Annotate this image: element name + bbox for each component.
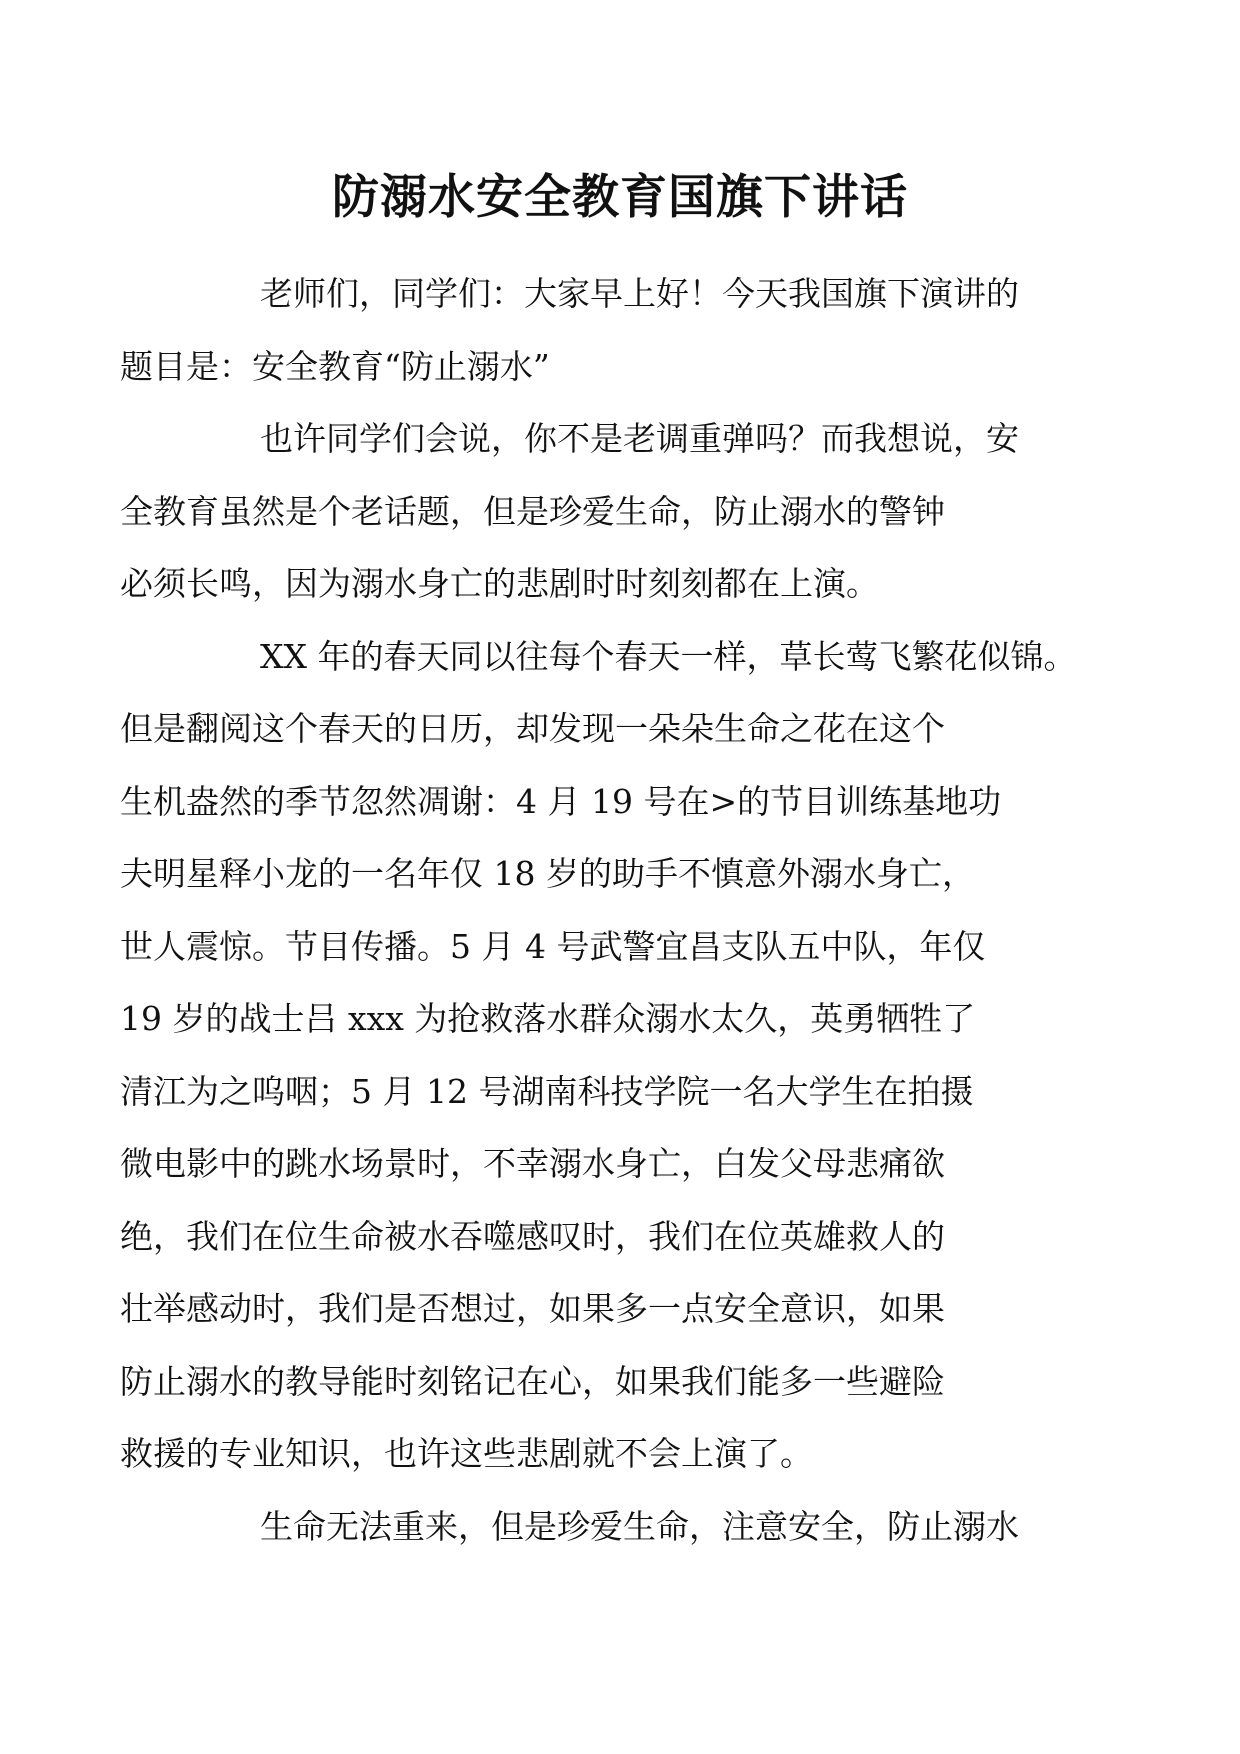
text-line: 夫明星释小龙的一名年仅 18 岁的助手不慎意外溺水身亡， xyxy=(120,854,975,893)
paragraph-intro xyxy=(120,403,1050,621)
text-line: 全教育虽然是个老话题，但是珍爱生命，防止溺水的警钟 xyxy=(120,491,945,531)
paragraph-greeting xyxy=(120,258,1050,403)
text-line: XX 年的春天同以往每个春天一样，草长莺飞繁花似锦。 xyxy=(260,636,1077,676)
paragraph-conclusion xyxy=(190,1491,1050,1564)
text-line: 微电影中的跳水场景时，不幸溺水身亡，白发父母悲痛欲 xyxy=(120,1144,945,1183)
text-line: 壮举感动时，我们是否想过，如果多一点安全意识，如果 xyxy=(120,1289,945,1328)
text-line: 世人震惊。节目传播。5 月 4 号武警宜昌支队五中队，年仅 xyxy=(120,926,986,966)
text-line: 救援的专业知识，也许这些悲剧就不会上演了。 xyxy=(120,1434,813,1473)
text-line: 绝，我们在位生命被水吞噬感叹时，我们在位英雄救人的 xyxy=(120,1216,945,1256)
text-line: 19 岁的战士吕 xxx 为抢救落水群众溺水太久，英勇牺牲了 xyxy=(120,999,976,1038)
text-line: 也许同学们会说，你不是老调重弹吗？而我想说，安 xyxy=(260,419,1019,458)
text-line: 必须长鸣，因为溺水身亡的悲剧时时刻刻都在上演。 xyxy=(120,564,879,603)
document-body xyxy=(120,258,1077,1563)
text-line: 清江为之呜咽；5 月 12 号湖南科技学院一名大学生在拍摄 xyxy=(120,1071,974,1111)
text-line: 但是翻阅这个春天的日历，却发现一朵朵生命之花在这个 xyxy=(120,709,945,748)
text-line: 防止溺水的教导能时刻铭记在心，如果我们能多一些避险 xyxy=(120,1361,945,1401)
text-line: 生机盎然的季节忽然凋谢：4 月 19 号在>的节目训练基地功 xyxy=(120,781,1002,821)
paragraph-cases xyxy=(120,621,1077,1491)
text-line: 老师们，同学们：大家早上好！今天我国旗下演讲的 xyxy=(260,274,1019,313)
document-title: 防溺水安全教育国旗下讲话 xyxy=(332,170,908,225)
text-line: 生命无法重来，但是珍爱生命，注意安全，防止溺水 xyxy=(260,1506,1019,1546)
text-line: 题目是：安全教育“防止溺水” xyxy=(120,346,550,386)
